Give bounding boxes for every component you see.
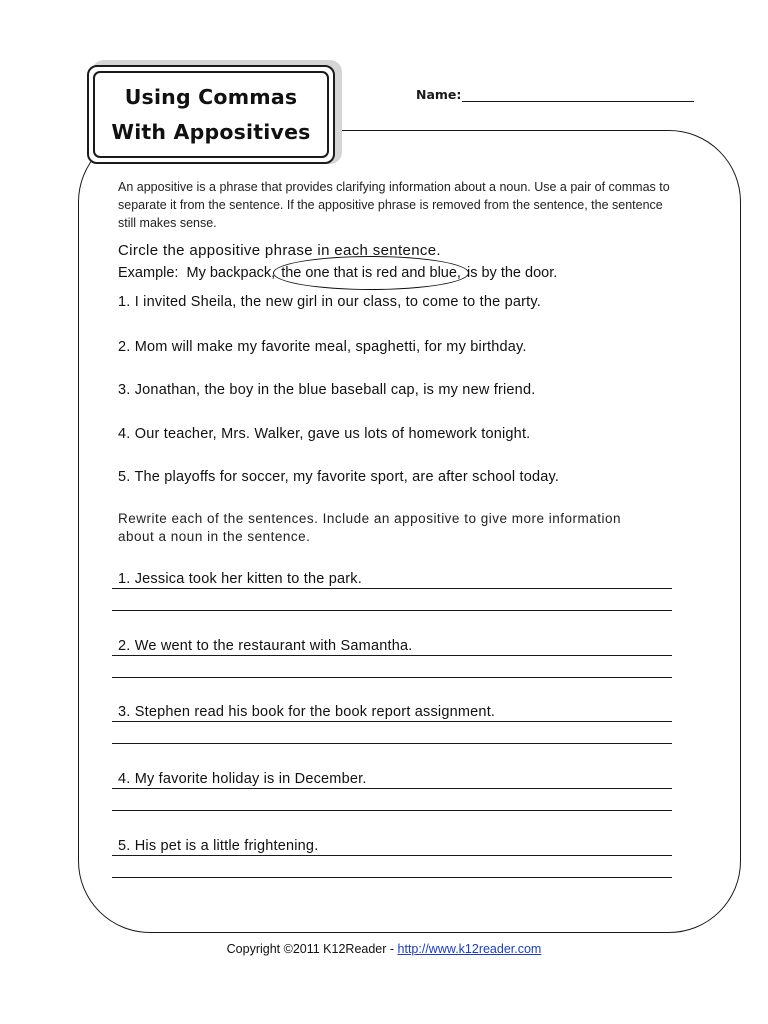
rewrite-item-1 <box>112 569 672 615</box>
title-line-1: Using Commas <box>124 84 298 109</box>
circle-sentence-5: 5. The playoffs for soccer, my favorite sport, are after school today. <box>118 469 560 485</box>
intro-paragraph: An appositive is a phrase that provides clarifying information about a noun. Use a pair of commas to separate it from the sentence. If the appositive phrase is removed from the sentence, the sentence still makes sense. <box>118 180 670 230</box>
rewrite-sentence-3: 3. Stephen read his book for the book report assignment. <box>118 704 496 720</box>
rewrite-sentence-1: 1. Jessica took her kitten to the park. <box>118 571 362 587</box>
rewrite-item-2 <box>112 636 672 682</box>
example-sentence <box>118 263 718 283</box>
answer-line[interactable] <box>112 855 672 856</box>
example-after: is by the door. <box>462 265 558 281</box>
name-blank-line <box>462 89 694 102</box>
name-label: Name: <box>416 87 462 102</box>
name-field <box>416 87 694 102</box>
title-line-2: With Appositives <box>111 119 311 144</box>
answer-line[interactable] <box>112 677 672 678</box>
circle-instruction: Circle the appositive phrase in each sentence. <box>118 242 441 259</box>
rewrite-instruction: Rewrite each of the sentences. Include an appositive to give more information about a noun in the sentence. <box>118 511 622 544</box>
answer-line[interactable] <box>112 877 672 878</box>
rewrite-sentence-2: 2. We went to the restaurant with Samantha. <box>118 638 413 654</box>
answer-line[interactable] <box>112 610 672 611</box>
circle-sentence-2: 2. Mom will make my favorite meal, spaghetti, for my birthday. <box>118 339 527 355</box>
title-box <box>87 65 335 164</box>
rewrite-sentence-4: 4. My favorite holiday is in December. <box>118 771 367 787</box>
answer-line[interactable] <box>112 743 672 744</box>
rewrite-sentence-5: 5. His pet is a little frightening. <box>118 838 319 854</box>
answer-line[interactable] <box>112 655 672 656</box>
circle-sentence-4: 4. Our teacher, Mrs. Walker, gave us lots of homework tonight. <box>118 426 531 442</box>
footer <box>0 942 768 956</box>
example-before: My backpack, <box>186 265 280 281</box>
answer-line[interactable] <box>112 788 672 789</box>
copyright-text: Copyright ©2011 K12Reader - <box>226 942 398 956</box>
circle-sentence-1: 1. I invited Sheila, the new girl in our class, to come to the party. <box>118 294 541 310</box>
website-link[interactable]: http://www.k12reader.com <box>397 942 542 956</box>
rewrite-item-4 <box>112 769 672 815</box>
answer-line[interactable] <box>112 721 672 722</box>
rewrite-item-5 <box>112 836 672 882</box>
answer-line[interactable] <box>112 588 672 589</box>
example-label: Example: <box>118 265 179 281</box>
answer-line[interactable] <box>112 810 672 811</box>
title-inner-border <box>93 71 329 158</box>
circle-sentence-3: 3. Jonathan, the boy in the blue baseball cap, is my new friend. <box>118 382 536 398</box>
rewrite-item-3 <box>112 702 672 748</box>
example-circled-phrase: the one that is red and blue, <box>281 265 461 281</box>
